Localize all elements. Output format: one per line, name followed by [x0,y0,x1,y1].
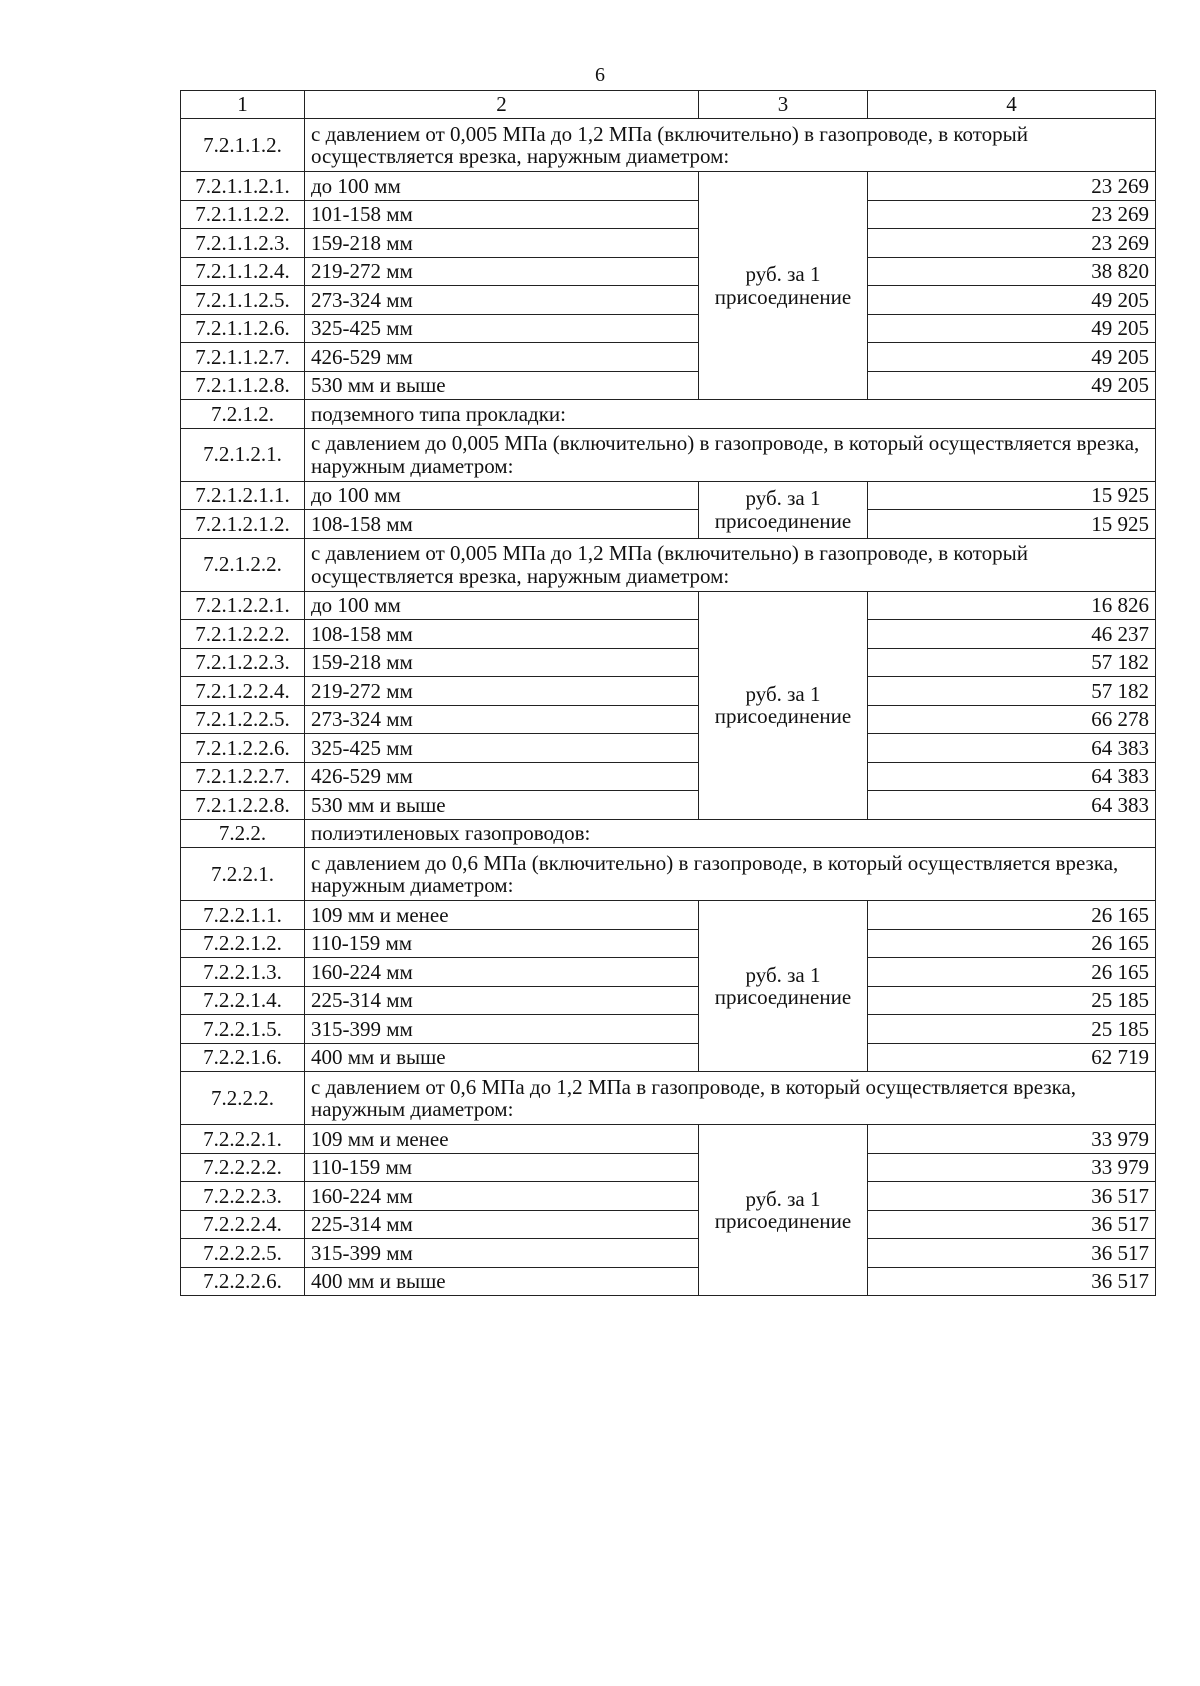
item-description: 400 мм и выше [305,1043,699,1072]
table-row [181,648,1156,677]
item-description: 530 мм и выше [305,791,699,820]
table-row [181,677,1156,706]
price-cell: 38 820 [868,257,1156,286]
item-number: 7.2.1.1.2. [181,119,305,172]
item-description: 109 мм и менее [305,1125,699,1154]
price-cell: 26 165 [868,958,1156,987]
item-number: 7.2.2.1.2. [181,929,305,958]
item-description: с давлением от 0,005 МПа до 1,2 МПа (включительно) в газопроводе, в который осуществляется врезка, наружным диаметром: [305,119,1156,172]
price-cell: 16 826 [868,591,1156,620]
table-row [181,1043,1156,1072]
item-description: 400 мм и выше [305,1267,699,1296]
item-number: 7.2.1.1.2.2. [181,200,305,229]
section-row [181,1072,1156,1125]
table-row [181,929,1156,958]
item-description: с давлением до 0,005 МПа (включительно) в газопроводе, в который осуществляется врезка, наружным диаметром: [305,428,1156,481]
tariff-table-body [181,91,1156,1296]
unit-cell: руб. за 1 присоединение [699,901,868,1072]
item-number: 7.2.2. [181,819,305,848]
price-cell: 15 925 [868,510,1156,539]
item-description: 530 мм и выше [305,371,699,400]
price-cell: 15 925 [868,481,1156,510]
item-number: 7.2.2.1.5. [181,1015,305,1044]
item-description: до 100 мм [305,481,699,510]
table-row [181,958,1156,987]
price-cell: 23 269 [868,200,1156,229]
price-cell: 36 517 [868,1210,1156,1239]
item-number: 7.2.1.2.2. [181,538,305,591]
price-cell: 64 383 [868,762,1156,791]
unit-cell: руб. за 1 присоединение [699,172,868,400]
table-row [181,172,1156,201]
table-row [181,1015,1156,1044]
price-cell: 46 237 [868,620,1156,649]
item-number: 7.2.1.2.1. [181,428,305,481]
unit-cell: руб. за 1 присоединение [699,1125,868,1296]
price-cell: 49 205 [868,343,1156,372]
item-number: 7.2.1.2.2.1. [181,591,305,620]
item-number: 7.2.1.2. [181,400,305,429]
item-number: 7.2.1.2.2.7. [181,762,305,791]
item-description: 219-272 мм [305,677,699,706]
item-number: 7.2.1.2.1.2. [181,510,305,539]
item-description: до 100 мм [305,591,699,620]
item-number: 7.2.2.1.4. [181,986,305,1015]
unit-cell: руб. за 1 присоединение [699,591,868,819]
item-description: 426-529 мм [305,343,699,372]
table-row [181,314,1156,343]
page-number: 6 [595,64,605,86]
price-cell: 33 979 [868,1153,1156,1182]
section-row [181,428,1156,481]
subsection-row [181,819,1156,848]
table-row [181,1239,1156,1268]
item-number: 7.2.1.1.2.1. [181,172,305,201]
item-number: 7.2.1.2.2.3. [181,648,305,677]
item-description: 273-324 мм [305,705,699,734]
item-description: 225-314 мм [305,1210,699,1239]
section-row [181,848,1156,901]
table-row [181,1125,1156,1154]
item-number: 7.2.2.2.2. [181,1153,305,1182]
item-number: 7.2.1.1.2.6. [181,314,305,343]
table-row [181,762,1156,791]
item-description: 159-218 мм [305,648,699,677]
header-col-1: 1 [181,91,305,119]
price-cell: 26 165 [868,901,1156,930]
item-number: 7.2.2.1.3. [181,958,305,987]
item-number: 7.2.2.1.1. [181,901,305,930]
table-row [181,481,1156,510]
section-row [181,538,1156,591]
table-row [181,1267,1156,1296]
item-description: 160-224 мм [305,958,699,987]
item-number: 7.2.2.2.1. [181,1125,305,1154]
price-cell: 64 383 [868,734,1156,763]
item-number: 7.2.1.1.2.5. [181,286,305,315]
item-number: 7.2.1.1.2.8. [181,371,305,400]
header-col-3: 3 [699,91,868,119]
item-description: 225-314 мм [305,986,699,1015]
price-cell: 57 182 [868,648,1156,677]
item-number: 7.2.1.2.2.4. [181,677,305,706]
item-description: 315-399 мм [305,1015,699,1044]
item-number: 7.2.2.1. [181,848,305,901]
item-description: с давлением от 0,6 МПа до 1,2 МПа в газопроводе, в который осуществляется врезка, наружным диаметром: [305,1072,1156,1125]
price-cell: 49 205 [868,314,1156,343]
table-row [181,200,1156,229]
item-description: до 100 мм [305,172,699,201]
price-cell: 57 182 [868,677,1156,706]
price-cell: 33 979 [868,1125,1156,1154]
item-number: 7.2.1.1.2.7. [181,343,305,372]
item-number: 7.2.2.2.5. [181,1239,305,1268]
table-row [181,1153,1156,1182]
table-row [181,901,1156,930]
item-description: 109 мм и менее [305,901,699,930]
price-cell: 36 517 [868,1182,1156,1211]
price-cell: 66 278 [868,705,1156,734]
item-number: 7.2.1.1.2.4. [181,257,305,286]
item-description: полиэтиленовых газопроводов: [305,819,1156,848]
table-row [181,1182,1156,1211]
item-number: 7.2.2.2. [181,1072,305,1125]
section-row [181,119,1156,172]
table-row [181,591,1156,620]
tariff-table [180,90,1156,1296]
item-description: 159-218 мм [305,229,699,258]
item-number: 7.2.2.2.3. [181,1182,305,1211]
item-number: 7.2.1.2.1.1. [181,481,305,510]
price-cell: 62 719 [868,1043,1156,1072]
price-cell: 64 383 [868,791,1156,820]
price-cell: 23 269 [868,229,1156,258]
item-description: с давлением от 0,005 МПа до 1,2 МПа (включительно) в газопроводе, в который осуществляется врезка, наружным диаметром: [305,538,1156,591]
item-number: 7.2.1.2.2.2. [181,620,305,649]
item-description: 325-425 мм [305,734,699,763]
item-description: 110-159 мм [305,929,699,958]
item-description: 108-158 мм [305,620,699,649]
price-cell: 23 269 [868,172,1156,201]
table-row [181,371,1156,400]
item-description: 160-224 мм [305,1182,699,1211]
table-row [181,986,1156,1015]
table-row [181,734,1156,763]
item-description: 219-272 мм [305,257,699,286]
item-description: 110-159 мм [305,1153,699,1182]
price-cell: 25 185 [868,986,1156,1015]
table-row [181,343,1156,372]
item-number: 7.2.2.2.4. [181,1210,305,1239]
item-description: 315-399 мм [305,1239,699,1268]
item-number: 7.2.1.2.2.5. [181,705,305,734]
item-number: 7.2.2.2.6. [181,1267,305,1296]
header-col-4: 4 [868,91,1156,119]
price-cell: 26 165 [868,929,1156,958]
item-description: 426-529 мм [305,762,699,791]
price-cell: 36 517 [868,1239,1156,1268]
table-row [181,257,1156,286]
item-description: с давлением до 0,6 МПа (включительно) в газопроводе, в который осуществляется врезка, наружным диаметром: [305,848,1156,901]
item-description: 101-158 мм [305,200,699,229]
table-row [181,510,1156,539]
table-row [181,229,1156,258]
table-row [181,705,1156,734]
item-description: 108-158 мм [305,510,699,539]
table-row [181,286,1156,315]
unit-cell: руб. за 1 присоединение [699,481,868,538]
item-number: 7.2.1.2.2.6. [181,734,305,763]
item-number: 7.2.1.2.2.8. [181,791,305,820]
item-description: 273-324 мм [305,286,699,315]
item-description: 325-425 мм [305,314,699,343]
header-col-2: 2 [305,91,699,119]
price-cell: 49 205 [868,286,1156,315]
table-row [181,1210,1156,1239]
item-description: подземного типа прокладки: [305,400,1156,429]
table-row [181,791,1156,820]
table-row [181,620,1156,649]
item-number: 7.2.1.1.2.3. [181,229,305,258]
price-cell: 36 517 [868,1267,1156,1296]
subsection-row [181,400,1156,429]
price-cell: 49 205 [868,371,1156,400]
price-cell: 25 185 [868,1015,1156,1044]
item-number: 7.2.2.1.6. [181,1043,305,1072]
table-header-row [181,91,1156,119]
